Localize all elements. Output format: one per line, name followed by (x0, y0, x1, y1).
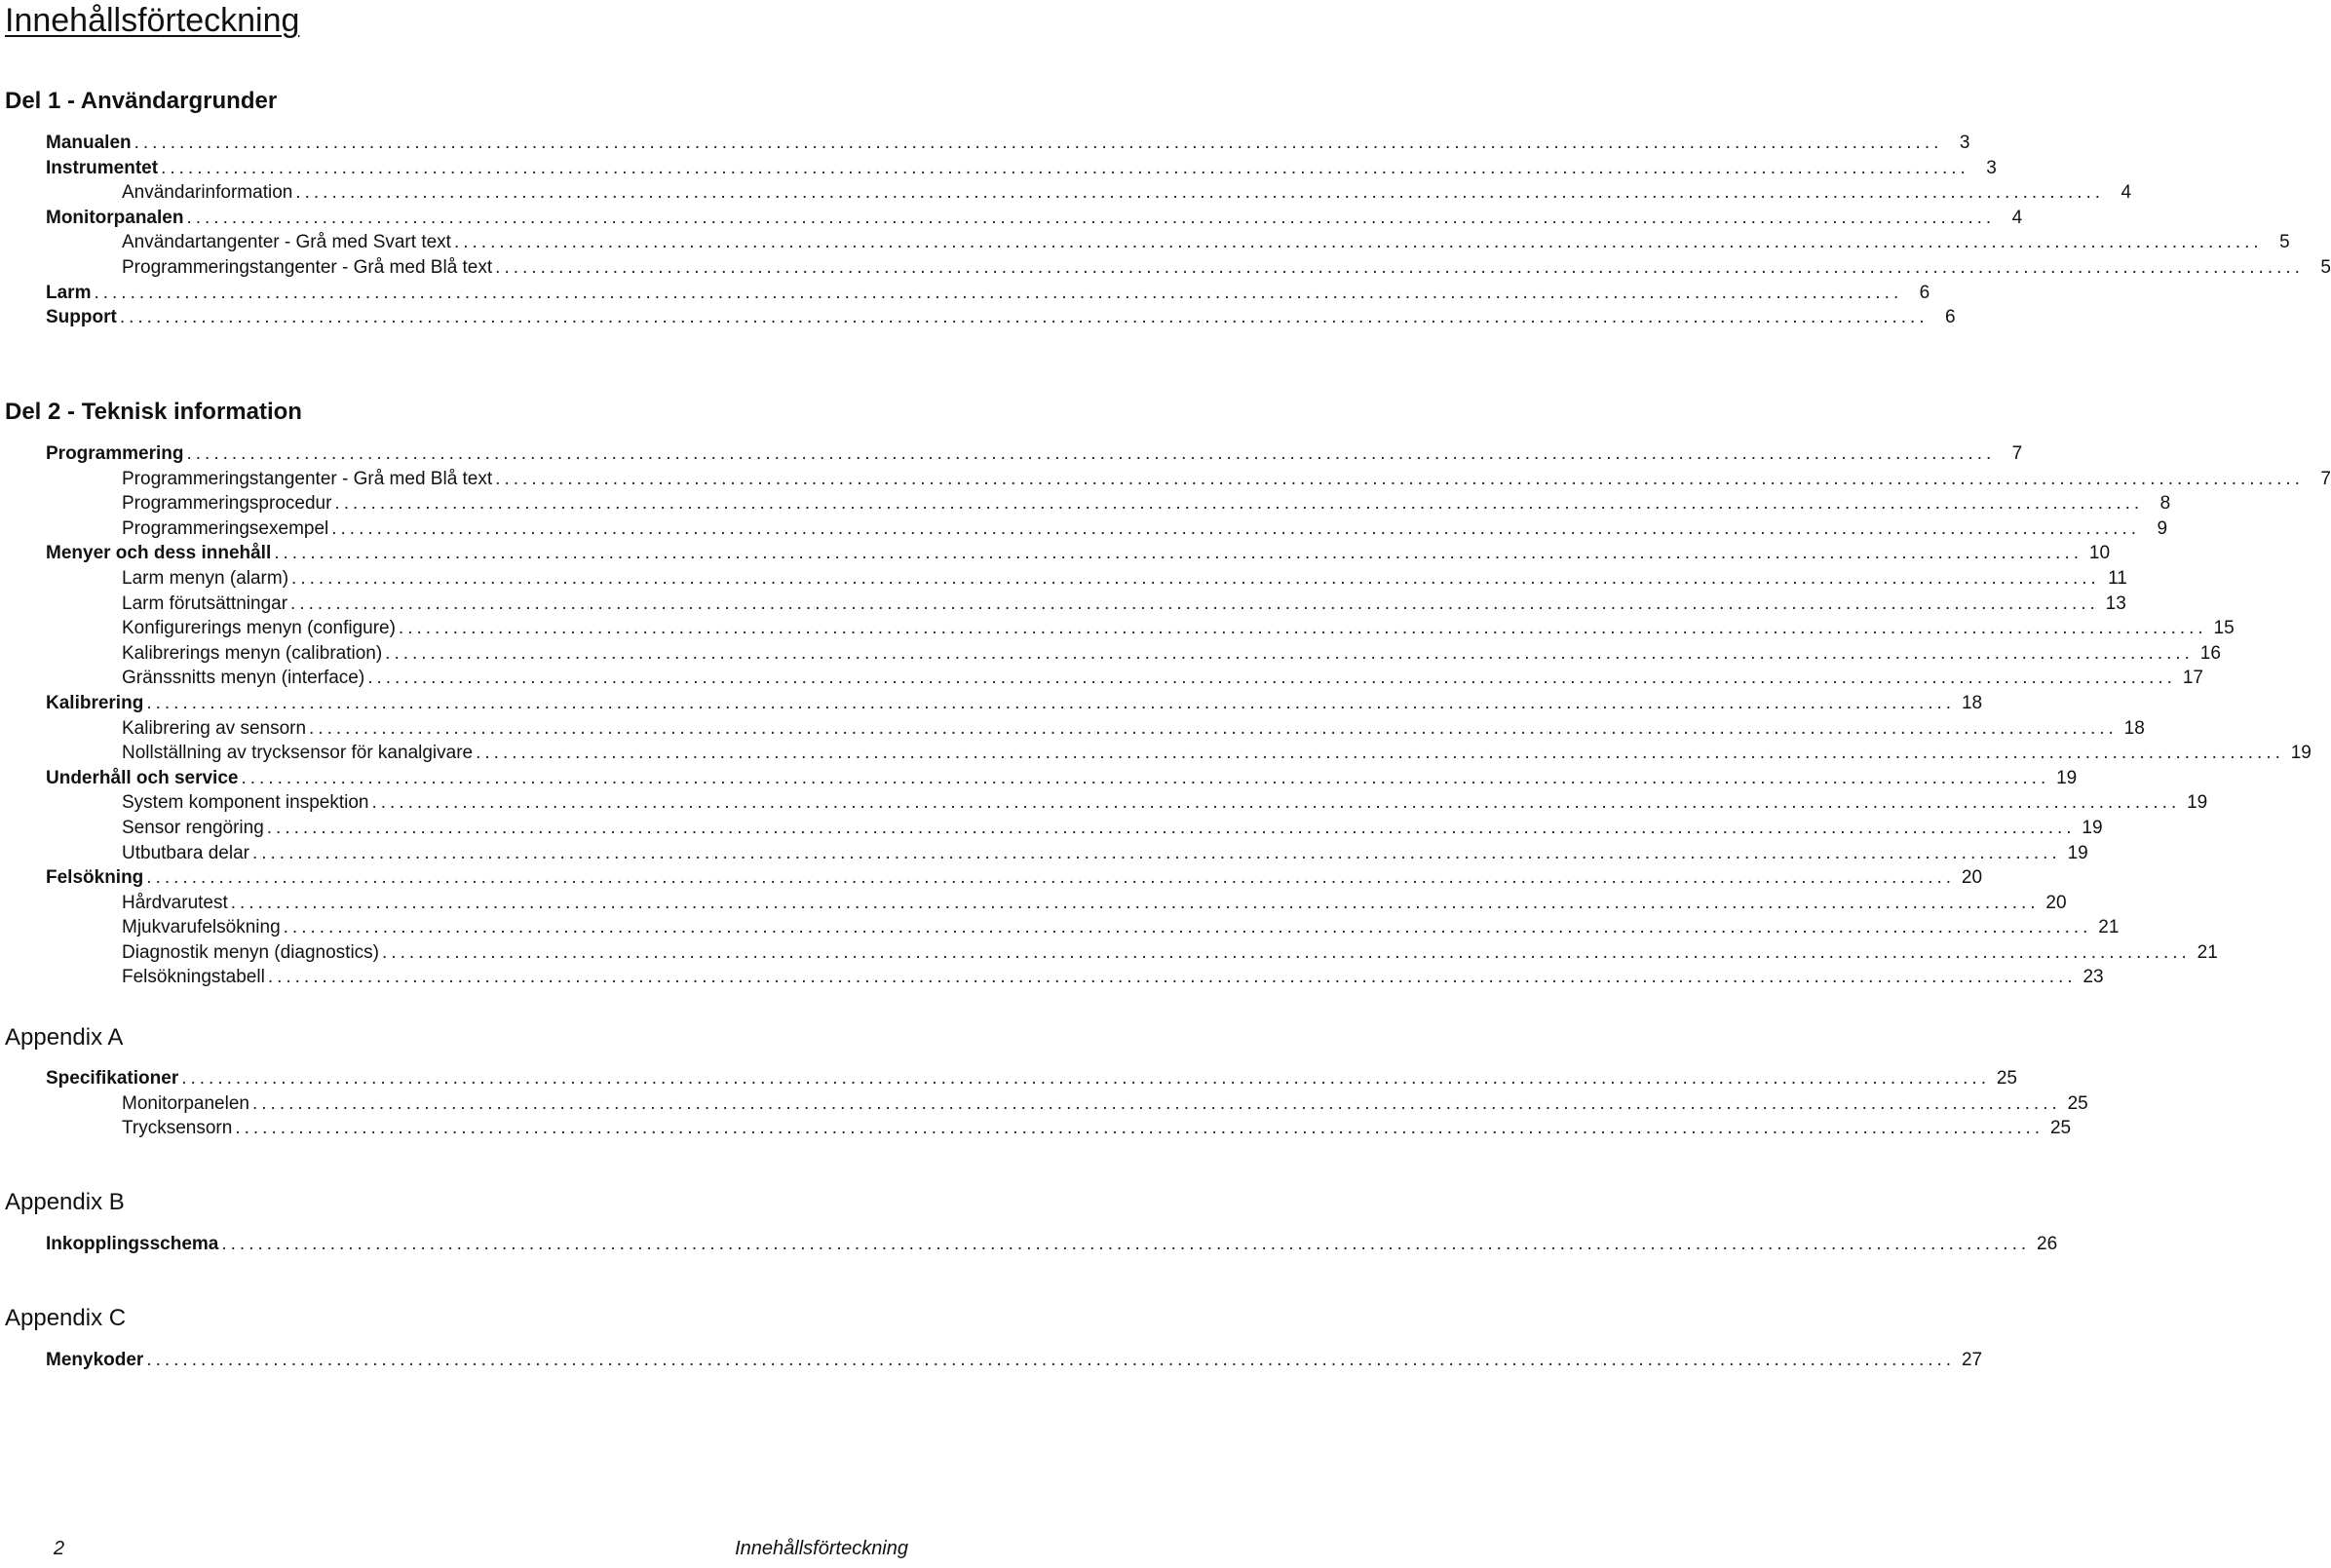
toc-entry-title: Trycksensorn (122, 1118, 233, 1139)
dot-leader: ........................................................................................................................................................................................................ (290, 593, 2099, 614)
toc-entry-title: Utbutbara delar (122, 842, 249, 863)
toc-entry-page-number: 16 (2199, 642, 2221, 664)
section-heading-appendix-a: Appendix A (5, 1024, 124, 1051)
toc-entry[interactable] (0, 281, 1930, 306)
toc-entry[interactable] (0, 790, 2208, 816)
dot-leader: ........................................................................................................................................................................................................ (382, 941, 2191, 963)
dot-leader: ........................................................................................................................................................................................................ (371, 792, 2181, 814)
toc-list-del-2 (0, 441, 2331, 990)
dot-leader: ........................................................................................................................................................................................................ (146, 1350, 1956, 1370)
toc-entry-page-number: 19 (2067, 842, 2088, 863)
section-heading-appendix-b: Appendix B (5, 1189, 125, 1215)
dot-leader: ........................................................................................................................................................................................................ (186, 443, 1996, 464)
dot-leader: ........................................................................................................................................................................................................ (230, 892, 2040, 913)
toc-entry-page-number: 5 (2320, 256, 2331, 278)
dot-leader: ........................................................................................................................................................................................................ (453, 232, 2263, 253)
section-heading-del-1: Del 1 - Användargrunder (5, 88, 278, 114)
toc-entry-title: Konfigurerings menyn (configure) (122, 618, 396, 639)
toc-entry-page-number: 17 (2182, 668, 2203, 689)
toc-entry[interactable] (0, 467, 2331, 492)
toc-entry[interactable] (0, 766, 2078, 791)
toc-entry-page-number: 20 (2045, 892, 2067, 913)
footer-title: Innehållsförteckning (735, 1538, 908, 1559)
toc-entry-title: Felsökning (46, 867, 144, 889)
toc-entry[interactable] (0, 965, 2104, 990)
dot-leader: ........................................................................................................................................................................................................ (146, 692, 1956, 713)
toc-entry[interactable] (0, 666, 2203, 691)
toc-entry[interactable] (0, 1116, 2072, 1141)
toc-entry-page-number: 13 (2105, 593, 2126, 614)
toc-entry[interactable] (0, 566, 2127, 592)
dot-leader: ........................................................................................................................................................................................................ (334, 493, 2144, 515)
dot-leader: ........................................................................................................................................................................................................ (495, 256, 2304, 278)
toc-entry[interactable] (0, 1091, 2088, 1117)
toc-entry-page-number: 20 (1961, 867, 1983, 889)
toc-entry-page-number: 25 (2049, 1118, 2072, 1139)
toc-entry-page-number: 19 (2187, 792, 2208, 814)
dot-leader: ........................................................................................................................................................................................................ (331, 517, 2141, 539)
page-title: Innehållsförteckning (5, 2, 300, 39)
toc-entry-page-number: 10 (2088, 543, 2111, 564)
toc-entry-page-number: 21 (2197, 941, 2218, 963)
toc-list-appendix-c (0, 1348, 1983, 1373)
toc-entry[interactable] (0, 305, 1956, 330)
toc-entry-title: Menykoder (46, 1350, 144, 1370)
toc-list-appendix-b (0, 1232, 2058, 1257)
dot-leader: ........................................................................................................................................................................................................ (251, 842, 2061, 863)
toc-entry[interactable] (0, 441, 2023, 467)
toc-entry[interactable] (0, 716, 2145, 742)
dot-leader: ........................................................................................................................................................................................................ (241, 767, 2050, 788)
toc-entry-title: Larm (46, 282, 92, 303)
toc-entry-title: Mjukvarufelsökning (122, 917, 281, 938)
toc-entry[interactable] (0, 940, 2218, 966)
toc-entry-page-number: 5 (2279, 232, 2290, 253)
footer-page-number: 2 (54, 1538, 65, 1559)
dot-leader: ........................................................................................................................................................................................................ (274, 543, 2083, 564)
toc-entry-title: Specifikationer (46, 1068, 179, 1089)
toc-entry[interactable] (0, 841, 2088, 866)
toc-entry-page-number: 26 (2037, 1234, 2058, 1254)
toc-entry-title: Menyer och dess innehåll (46, 543, 272, 564)
dot-leader: ........................................................................................................................................................................................................ (398, 618, 2207, 639)
dot-leader: ........................................................................................................................................................................................................ (146, 867, 1956, 889)
toc-entry-page-number: 3 (1959, 133, 1970, 153)
dot-leader: ........................................................................................................................................................................................................ (94, 282, 1903, 303)
toc-entry-page-number: 21 (2098, 917, 2120, 938)
toc-entry-page-number: 19 (2290, 743, 2312, 764)
toc-entry-title: System komponent inspektion (122, 792, 369, 814)
toc-entry-title: Programmering (46, 443, 184, 464)
toc-entry[interactable] (0, 255, 2331, 281)
toc-entry-title: Hårdvarutest (122, 892, 228, 913)
dot-leader: ........................................................................................................................................................................................................ (267, 967, 2077, 988)
toc-entry[interactable] (0, 641, 2221, 667)
dot-leader: ........................................................................................................................................................................................................ (235, 1118, 2044, 1139)
toc-entry[interactable] (0, 741, 2312, 766)
toc-entry[interactable] (0, 691, 1983, 716)
toc-entry-page-number: 9 (2157, 517, 2168, 539)
dot-leader: ........................................................................................................................................................................................................ (266, 817, 2076, 838)
toc-entry-page-number: 18 (2123, 717, 2145, 739)
toc-entry-title: Monitorpanelen (122, 1092, 249, 1114)
toc-entry-page-number: 27 (1961, 1350, 1983, 1370)
toc-entry-page-number: 6 (1919, 282, 1930, 303)
toc-list-appendix-a (0, 1066, 2088, 1141)
dot-leader: ........................................................................................................................................................................................................ (119, 307, 1929, 328)
dot-leader: ........................................................................................................................................................................................................ (385, 642, 2194, 664)
toc-entry-page-number: 4 (2011, 207, 2023, 228)
toc-entry-title: Larm menyn (alarm) (122, 567, 289, 589)
toc-entry-title: Nollställning av trycksensor för kanalgivare (122, 743, 474, 764)
toc-entry-page-number: 11 (2108, 567, 2127, 589)
toc-entry[interactable] (0, 915, 2120, 940)
toc-entry-page-number: 19 (2056, 767, 2078, 788)
toc-entry-title: Kalibrering av sensorn (122, 717, 307, 739)
toc-entry[interactable] (0, 516, 2168, 542)
toc-list-del-1 (0, 131, 2331, 330)
section-heading-del-2: Del 2 - Teknisk information (5, 399, 302, 425)
toc-entry-title: Sensor rengöring (122, 817, 264, 838)
toc-entry-page-number: 25 (1996, 1068, 2017, 1089)
toc-entry-title: Programmeringsprocedur (122, 493, 332, 515)
dot-leader: ........................................................................................................................................................................................................ (309, 717, 2118, 739)
toc-entry-page-number: 7 (2320, 468, 2331, 489)
toc-entry-title: Kalibrering (46, 692, 144, 713)
dot-leader: ........................................................................................................................................................................................................ (221, 1234, 2031, 1254)
toc-entry[interactable] (0, 592, 2126, 617)
toc-entry-title: Larm förutsättningar (122, 593, 288, 614)
dot-leader: ........................................................................................................................................................................................................ (495, 468, 2304, 489)
dot-leader: ........................................................................................................................................................................................................ (476, 743, 2284, 764)
toc-entry-page-number: 15 (2213, 618, 2235, 639)
toc-entry-page-number: 23 (2083, 967, 2104, 988)
toc-entry-page-number: 8 (2159, 493, 2171, 515)
toc-entry-title: Support (46, 307, 117, 328)
toc-entry[interactable] (0, 1066, 2017, 1091)
toc-entry-page-number: 7 (2011, 443, 2023, 464)
toc-entry[interactable] (0, 816, 2103, 841)
toc-entry-title: Användarinformation (122, 182, 293, 204)
toc-entry-page-number: 19 (2082, 817, 2103, 838)
toc-entry-page-number: 4 (2121, 182, 2132, 204)
dot-leader: ........................................................................................................................................................................................................ (186, 207, 1996, 228)
toc-entry-page-number: 6 (1945, 307, 1956, 328)
toc-entry-title: Inkopplingsschema (46, 1234, 219, 1254)
section-heading-appendix-c: Appendix C (5, 1305, 127, 1331)
dot-leader: ........................................................................................................................................................................................................ (367, 668, 2176, 689)
dot-leader: ........................................................................................................................................................................................................ (251, 1092, 2061, 1114)
toc-entry[interactable] (0, 180, 2132, 206)
toc-entry-page-number: 25 (2067, 1092, 2088, 1114)
toc-entry-title: Underhåll och service (46, 767, 239, 788)
dot-leader: ........................................................................................................................................................................................................ (134, 133, 1943, 153)
dot-leader: ........................................................................................................................................................................................................ (291, 567, 2100, 589)
toc-entry-title: Diagnostik menyn (diagnostics) (122, 941, 380, 963)
toc-entry[interactable] (0, 131, 1970, 156)
toc-entry[interactable] (0, 1232, 2058, 1257)
toc-entry[interactable] (0, 206, 2023, 231)
toc-entry-title: Felsökningstabell (122, 967, 265, 988)
toc-entry-title: Programmeringstangenter - Grå med Blå text (122, 468, 493, 489)
dot-leader: ........................................................................................................................................................................................................ (295, 182, 2105, 204)
toc-entry-title: Manualen (46, 133, 132, 153)
toc-entry-title: Användartangenter - Grå med Svart text (122, 232, 451, 253)
dot-leader: ........................................................................................................................................................................................................ (181, 1068, 1990, 1089)
dot-leader: ........................................................................................................................................................................................................ (161, 157, 1969, 178)
toc-entry-title: Programmeringstangenter - Grå med Blå text (122, 256, 493, 278)
dot-leader: ........................................................................................................................................................................................................ (283, 917, 2092, 938)
toc-entry-title: Monitorpanalen (46, 207, 184, 228)
toc-entry-page-number: 18 (1961, 692, 1983, 713)
toc-entry-title: Kalibrerings menyn (calibration) (122, 642, 383, 664)
toc-entry-page-number: 3 (1986, 157, 1997, 178)
toc-entry[interactable] (0, 865, 1983, 891)
toc-entry[interactable] (0, 1348, 1983, 1373)
toc-entry-title: Programmeringsexempel (122, 517, 329, 539)
toc-entry-title: Gränssnitts menyn (interface) (122, 668, 365, 689)
toc-entry-title: Instrumentet (46, 157, 159, 178)
toc-entry[interactable] (0, 541, 2111, 566)
toc-entry[interactable] (0, 230, 2290, 255)
toc-entry[interactable] (0, 891, 2067, 916)
toc-entry[interactable] (0, 491, 2171, 516)
toc-entry[interactable] (0, 616, 2235, 641)
toc-entry[interactable] (0, 156, 1997, 181)
